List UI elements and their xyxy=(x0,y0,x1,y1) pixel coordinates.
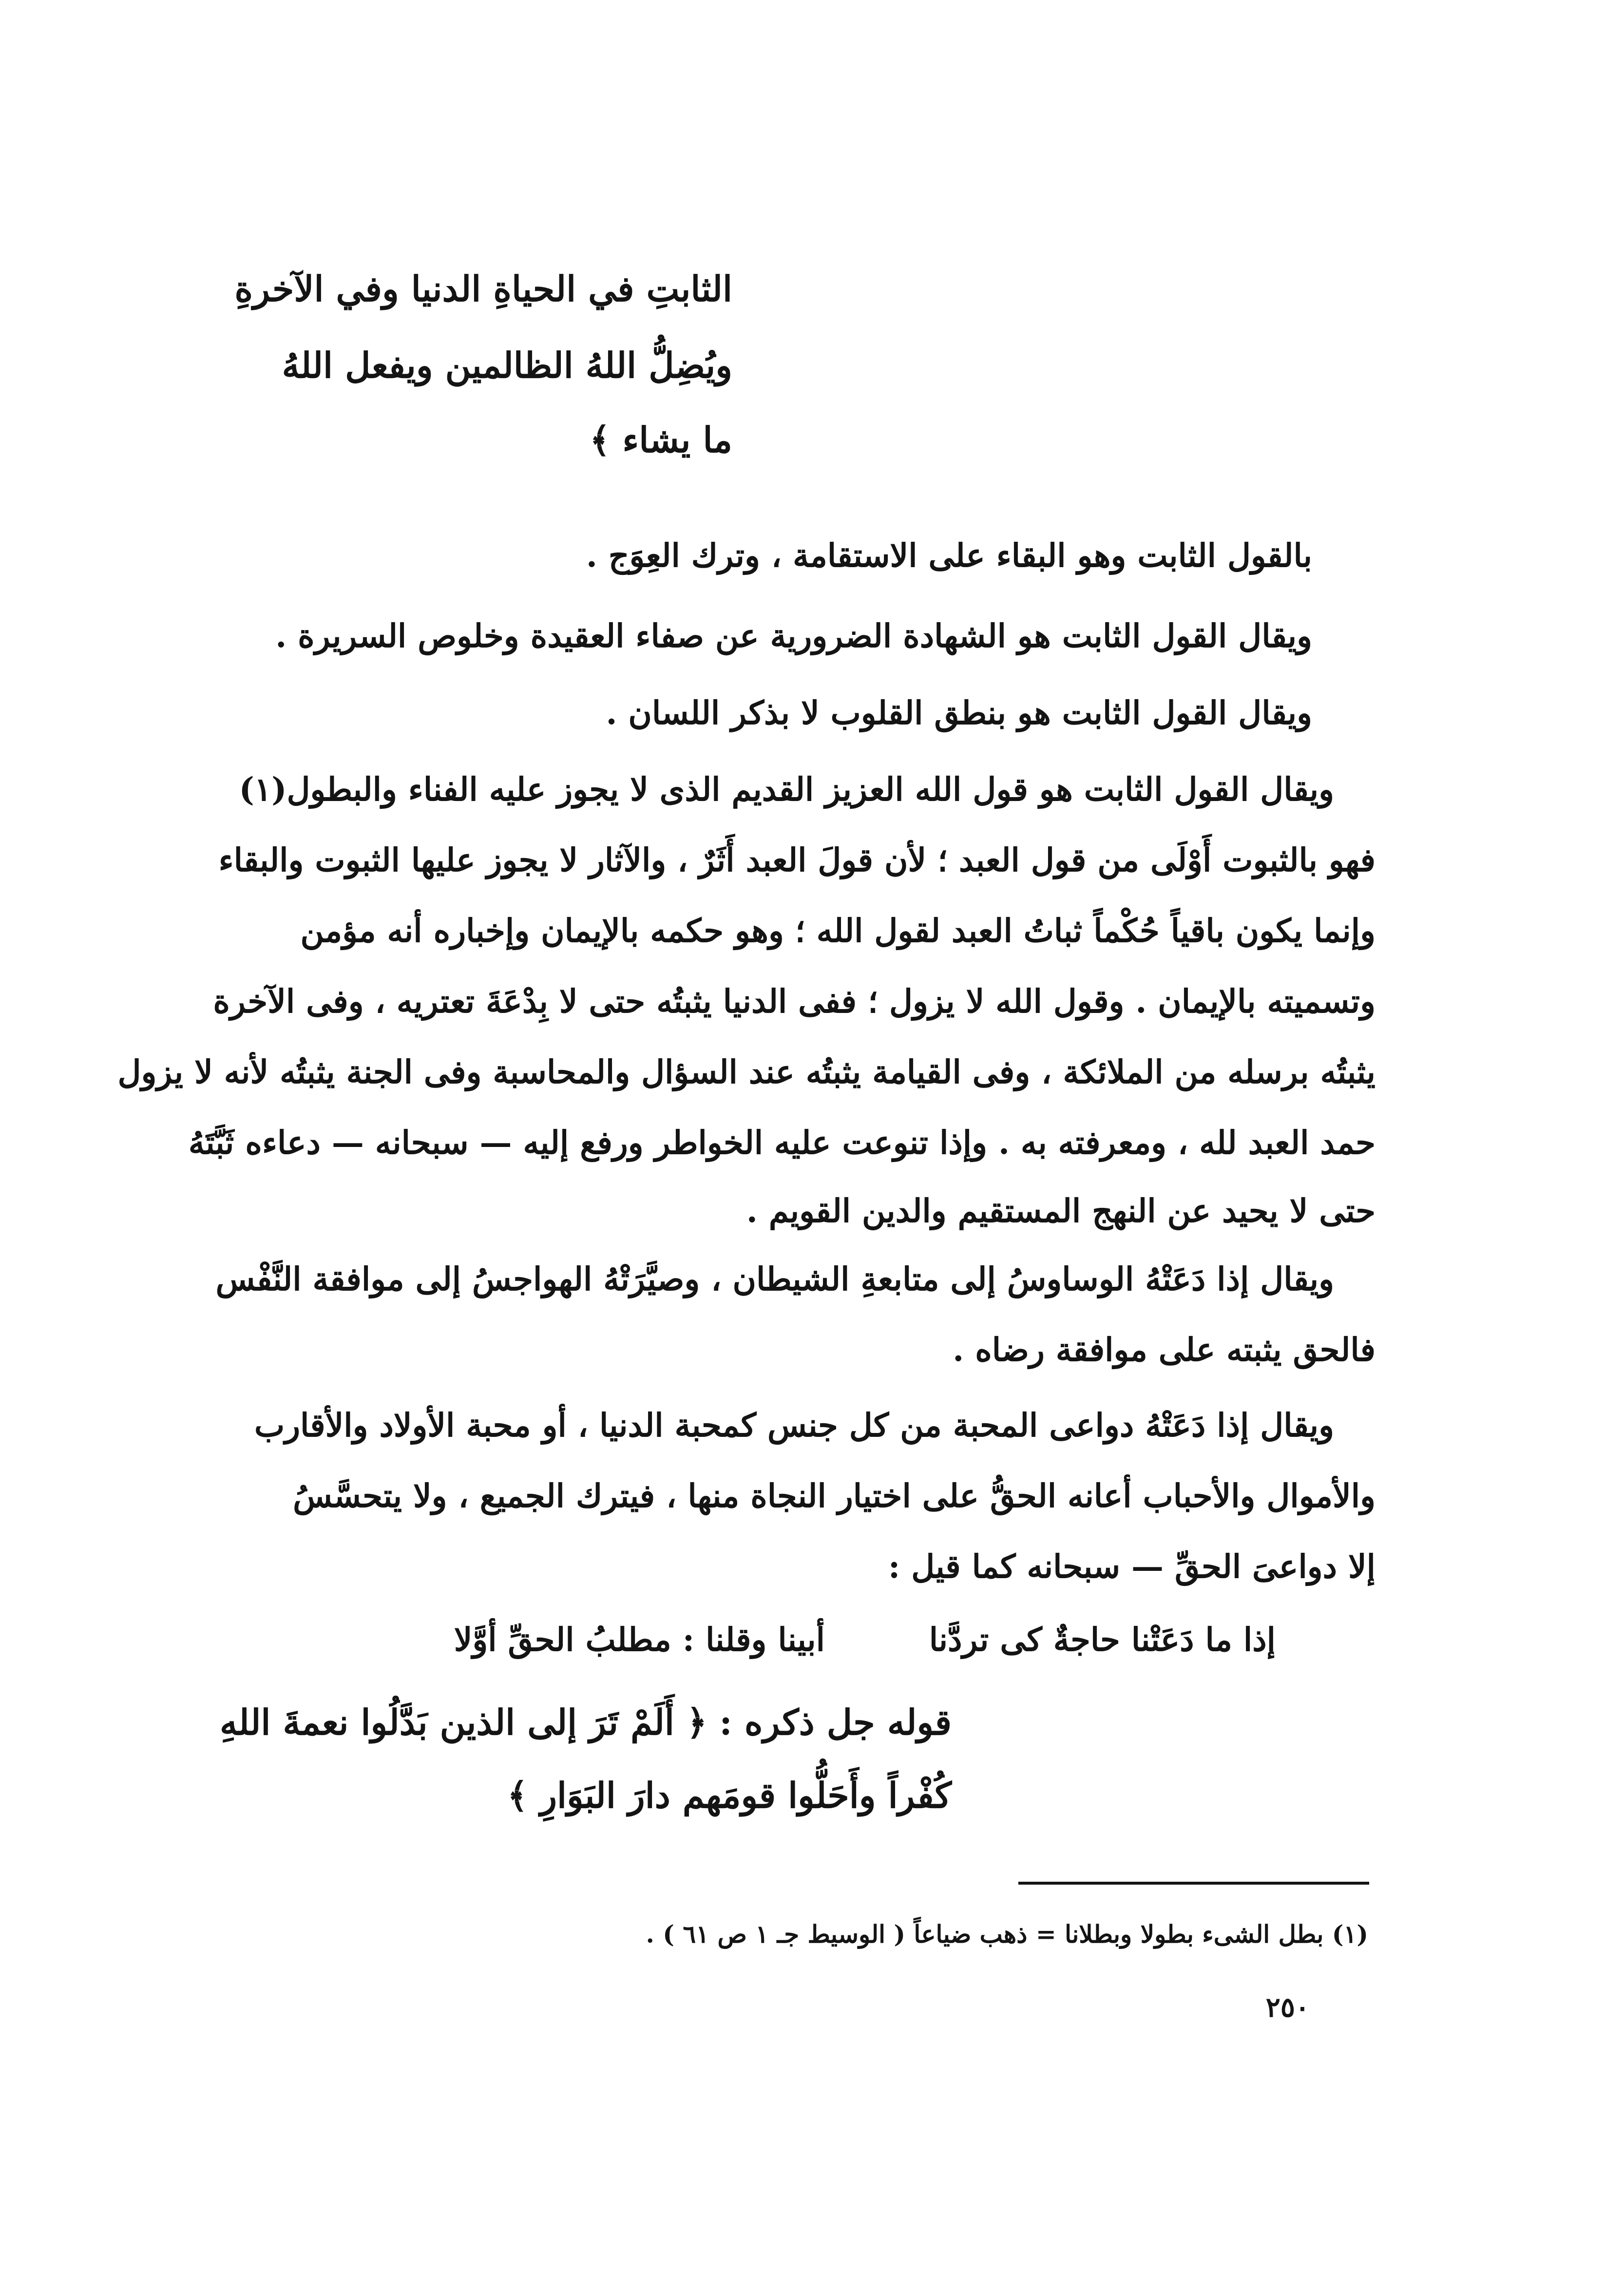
paragraph-line: حمد العبد لله ، ومعرفته به . وإذا تنوعت عليه الخواطر ورفع إليه — سبحانه — دعاءه ثَبَّتَهُ xyxy=(188,1124,1376,1162)
paragraph-line: فالحق يثبته على موافقة رضاه . xyxy=(953,1331,1376,1369)
paragraph-line: يثبتُه برسله من الملائكة ، وفى القيامة يثبتُه عند السؤال والمحاسبة وفى الجنة يثبتُه لأنه لا يزول xyxy=(117,1053,1376,1091)
paragraph-line: بالقول الثابت وهو البقاء على الاستقامة ، وترك العِوَج . xyxy=(586,536,1312,574)
quran-bottom-line-2: كُفْراً وأَحَلُّوا قومَهم دارَ البَوَارِ ﴾ xyxy=(507,1775,952,1816)
paragraph-line: ويقال القول الثابت هو الشهادة الضرورية عن صفاء العقيدة وخلوص السريرة . xyxy=(275,617,1312,655)
paragraph-line: حتى لا يحيد عن النهج المستقيم والدين القويم . xyxy=(746,1192,1376,1230)
paragraph-line: والأموال والأحباب أعانه الحقُّ على اختيار النجاة منها ، فيترك الجميع ، ولا يتحسَّسُ xyxy=(293,1477,1376,1515)
quran-top-line-3: ما يشاء ﴾ xyxy=(590,419,732,460)
paragraph-line: ويقال القول الثابت هو بنطق القلوب لا بذكر اللسان . xyxy=(606,694,1312,732)
paragraph-line: إلا دواعىَ الحقِّ — سبحانه كما قيل : xyxy=(888,1547,1376,1585)
quran-top-line-2: ويُضِلُّ اللهُ الظالمين ويفعل اللهُ xyxy=(282,344,732,386)
poem-hemistich-left: أبينا وقلنا : مطلبُ الحقِّ أوَّلا xyxy=(454,1621,825,1659)
paragraph-line: ويقال القول الثابت هو قول الله العزيز القديم الذى لا يجوز عليه الفناء والبطول(١) xyxy=(239,770,1334,808)
paragraph-line: فهو بالثبوت أَوْلَى من قول العبد ؛ لأن قولَ العبد أَثَرٌ ، والآثار لا يجوز عليها الثبوت والبقاء xyxy=(218,841,1376,879)
poem-hemistich-right: إذا ما دَعَتْنا حاجةٌ كى تردَّنا xyxy=(929,1621,1276,1659)
quran-top-line-1: الثابتِ في الحياةِ الدنيا وفي الآخرةِ xyxy=(234,268,732,309)
paragraph-line: وتسميته بالإيمان . وقول الله لا يزول ؛ ففى الدنيا يثبتُه حتى لا بِدْعَةَ تعتريه ، وفى الآخرة xyxy=(213,982,1376,1020)
paragraph-line: وإنما يكون باقياً حُكْماً ثباتُ العبد لقول الله ؛ وهو حكمه بالإيمان وإخباره أنه مؤمن xyxy=(300,912,1376,950)
quran-bottom-line-1: قوله جل ذكره : ﴿ أَلَمْ تَرَ إلى الذين بَدَّلُوا نعمةَ اللهِ xyxy=(220,1701,952,1743)
paragraph-line: ويقال إذا دَعَتْهُ الوساوسُ إلى متابعةِ الشيطان ، وصيَّرَتْهُ الهواجسُ إلى موافقة النَّفْس xyxy=(215,1260,1334,1298)
footnote: (١) بطل الشىء بطولا وبطلانا = ذهب ضياعاً ( الوسيط جـ ١ ص ٦١ ) . xyxy=(646,1920,1368,1948)
paragraph-line: ويقال إذا دَعَتْهُ دواعى المحبة من كل جنس كمحبة الدنيا ، أو محبة الأولاد والأقارب xyxy=(254,1406,1334,1444)
page-number: ٢٥٠ xyxy=(1265,1991,1310,2024)
footnote-separator xyxy=(1018,1882,1369,1885)
